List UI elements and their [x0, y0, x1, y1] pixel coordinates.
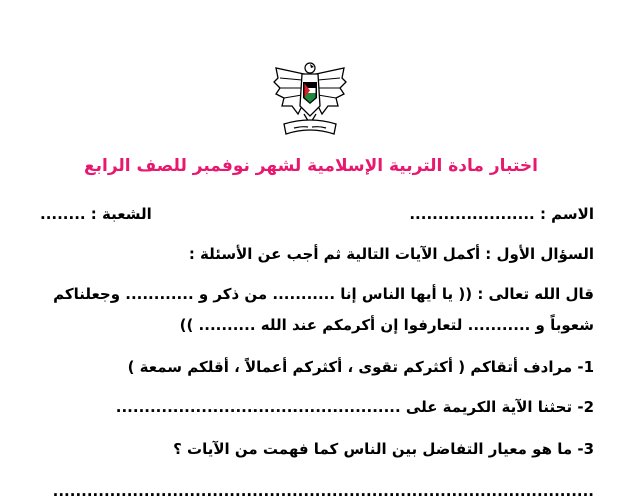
question-1-heading: السؤال الأول : أكمل الآيات التالية ثم أجب عن الأسئلة :: [188, 245, 594, 263]
verse-line-1[interactable]: قال الله تعالى : (( يا أيها الناس إنا ........... من ذكر و ............ وجعلناكم: [53, 285, 594, 303]
name-field-label[interactable]: الاسم : ......................: [409, 205, 594, 223]
palestine-emblem: [268, 58, 352, 142]
question-item-3: 3- ما هو معيار التفاضل بين الناس كما فهمت من الآيات ؟: [173, 440, 594, 458]
palestine-eagle-emblem-icon: [268, 58, 352, 142]
page-title: اختبار مادة التربية الإسلامية لشهر نوفمبر للصف الرابع: [84, 156, 538, 176]
verse-line-2[interactable]: شعوباً و ........... لتعارفوا إن أكرمكم عند الله .......... )): [179, 316, 594, 334]
question-item-1[interactable]: 1- مرادف أتقاكم ( أكثركم تقوى ، أكثركم أعمالاً ، أقلكم سمعة ): [127, 358, 594, 376]
answer-line[interactable]: ...............................................................................................: [52, 482, 594, 500]
question-item-2[interactable]: 2- تحثنا الآية الكريمة على ..................................................: [115, 398, 594, 416]
section-field-label[interactable]: الشعبة : ........: [40, 205, 152, 223]
